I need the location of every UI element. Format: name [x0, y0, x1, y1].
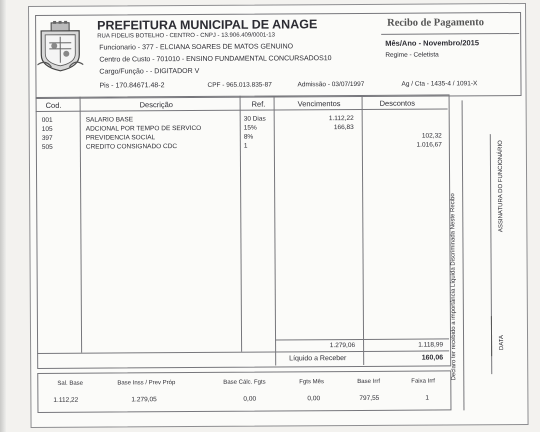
period-label: Mês/Ano - Novembro/2015 [385, 38, 480, 48]
coat-of-arms-icon [37, 21, 83, 73]
col-header-descricao: Descrição [139, 100, 173, 110]
base-calc-fgts-label: Base Cálc. Fgts [223, 379, 266, 386]
bank-account: Ag / Cta - 1435-4 / 1091-X [401, 80, 478, 88]
col-ref-values [244, 115, 266, 151]
faixa-irrf-label: Faixa Irrf [411, 378, 435, 385]
pis-number: Pis - 170.84671.48-2 [99, 82, 165, 90]
table-row-ref: 30 Dias [243, 115, 266, 123]
faixa-irrf-value: 1 [425, 394, 430, 402]
col-header-descontos: Descontos [379, 98, 416, 108]
base-irrf-value: 797,55 [359, 394, 380, 402]
base-irrf-label: Base Irrf [357, 378, 381, 385]
fgts-mes-label: Fgts Mês [299, 379, 324, 386]
org-address: RUA FIDELIS BOTELHO - CENTRO - CNPJ - 13.906.409/0001-13 [97, 32, 275, 40]
org-name: PREFEITURA MUNICIPAL DE ANAGE [97, 17, 318, 33]
table-row-ref: 1 [243, 142, 248, 150]
table-row-vencimentos: 166,83 [333, 124, 354, 132]
col-header-cod: Cod. [45, 100, 62, 110]
salario-base-label: Sal. Base [57, 380, 84, 387]
table-row-cod: 505 [41, 143, 53, 151]
signature-divider [462, 100, 465, 410]
total-descontos: 1.118,99 [418, 341, 444, 349]
col-header-ref: Ref. [251, 99, 266, 109]
col-vencimentos-values [280, 114, 354, 150]
table-row-cod: 001 [41, 116, 53, 124]
table-row-cod: 105 [41, 125, 53, 133]
col-cod-values [42, 116, 53, 152]
table-row-descricao: SALARIO BASE [85, 116, 134, 124]
fgts-mes-value: 0,00 [307, 395, 321, 403]
table-row-descricao: ADCIONAL POR TEMPO DE SERVICO [85, 124, 202, 133]
col-descontos-values [368, 113, 442, 149]
regime-label: Regime - Celetista [385, 51, 439, 59]
table-row-descontos [368, 122, 442, 131]
bases-box [37, 370, 451, 413]
admission-date: Admissão - 03/07/1997 [297, 80, 365, 89]
declaration-text: Declaro ter recebido a importância Líquida Discriminada Neste Recibo [450, 193, 458, 381]
table-row-vencimentos: 1.112,22 [328, 115, 354, 123]
base-inss-label: Base Inss / Prev Próp [117, 380, 176, 387]
liquido-label: Líquido a Receber [289, 355, 347, 363]
base-inss-value: 1.279,05 [131, 396, 157, 404]
table-row-ref: 8% [243, 133, 254, 141]
date-line [491, 316, 492, 356]
base-calc-fgts-value: 0,00 [243, 395, 257, 403]
cost-center: Centro de Custo - 701010 - ENSINO FUNDAMENTAL CONCURSADOS10 [99, 55, 332, 64]
table-row-descontos: 102,32 [421, 132, 442, 140]
table-row-descricao: PREVIDENCIA SOCIAL [85, 134, 156, 142]
table-row-descricao: CREDITO CONSIGNADO CDC [85, 143, 178, 151]
liquido-divider [275, 351, 276, 365]
table-row-cod: 397 [41, 134, 53, 142]
col-descricao-values [86, 115, 202, 152]
salario-base-value: 1.112,22 [53, 396, 79, 404]
liquido-value: 160,06 [421, 354, 444, 362]
table-row-vencimentos [280, 141, 354, 150]
total-vencimentos: 1.279,06 [329, 342, 356, 350]
payslip-document [28, 3, 529, 428]
date-label: DATA [499, 334, 506, 351]
employee-name: Funcionario - 377 - ELCIANA SOARES DE MATOS GENUINO [99, 43, 294, 52]
table-row-descontos [368, 113, 442, 122]
col-header-vencimentos: Vencimentos [297, 99, 341, 109]
job-title: Cargo/Função - - DIGITADOR V [99, 67, 200, 76]
table-row-ref: 15% [243, 124, 257, 132]
doc-title: Recibo de Pagamento [387, 17, 484, 29]
table-row-descontos: 1.016,67 [416, 141, 442, 149]
signature-label: ASSINATURA DO FUNCIONÁRIO [497, 140, 505, 233]
table-row-vencimentos [280, 132, 354, 141]
cpf-number: CPF - 965.013.835-87 [207, 81, 272, 89]
scan-edge-left [0, 0, 6, 432]
